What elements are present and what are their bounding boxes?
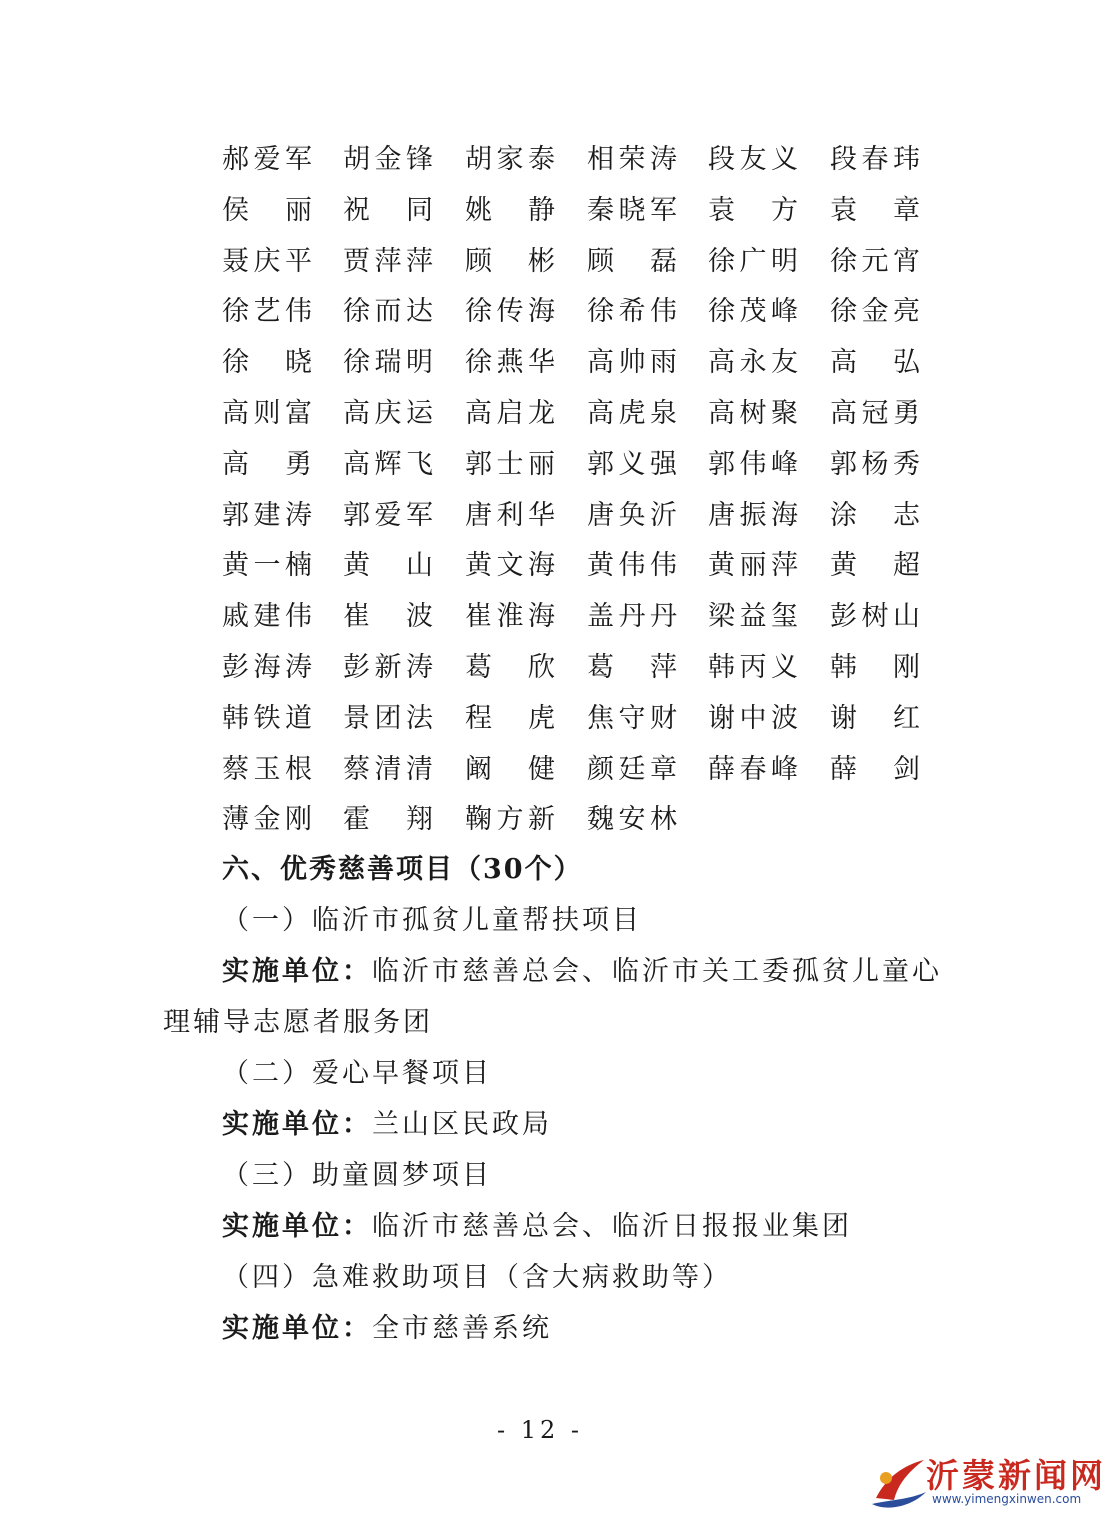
unit-text: 临沂市慈善总会、临沂市关工委孤贫儿童心 [372,956,942,987]
name-row [222,646,922,697]
project-title-4: （四）急难救助项目（含大病救助等） [222,1262,732,1293]
project-unit-1 [222,950,942,994]
name-entry: 魏 安 林 [587,804,677,836]
name-entry: 郭 建 涛 [222,499,312,531]
name-entry: 徐 艺 伟 [222,296,312,328]
name-entry: 段 友 义 [708,144,798,175]
name-entry: 胡 金 锋 [343,144,433,175]
project-unit-4 [222,1307,552,1351]
name-entry: 高 则 富 [222,397,312,429]
name-entry: 鞠 方 新 [465,804,555,836]
name-entry: 薛 春 峰 [708,753,798,785]
name-entry: 韩 丙 义 [708,651,798,683]
project-unit-1-cont: 理辅导志愿者服务团 [163,1007,433,1038]
name-entry: 高 勇 [222,448,312,480]
name-entry: 韩 铁 道 [222,702,312,734]
name-row [222,443,922,494]
name-entry: 彭 新 涛 [343,651,433,683]
name-entry: 高 启 龙 [465,397,555,429]
unit-text: 临沂市慈善总会、临沂日报报业集团 [372,1211,852,1242]
name-entry: 崔 淮 海 [465,601,555,633]
name-entry: 郝 爱 军 [222,144,312,175]
name-entry: 黄 文 海 [465,550,555,582]
unit-label: 实施单位： [222,1109,372,1140]
name-entry: 霍 翔 [343,804,433,836]
name-entry: 高 树 聚 [708,397,798,429]
name-entry: 郭 伟 峰 [708,448,798,480]
name-entry: 梁 益 玺 [708,601,798,633]
name-entry: 黄 伟 伟 [587,550,677,582]
name-entry: 徐 金 亮 [830,296,920,328]
name-entry: 阚 健 [465,753,555,785]
name-row [222,341,922,392]
name-entry: 焦 守 财 [587,702,677,734]
section-title: 六、优秀慈善项目（30个） [222,854,583,885]
name-entry: 葛 萍 [587,651,677,683]
project-unit-3 [222,1205,852,1249]
name-entry: 唐 奂 沂 [587,499,677,531]
name-entry: 唐 利 华 [465,499,555,531]
name-row [222,544,922,595]
name-row [222,595,922,646]
name-entry: 徐 而 达 [343,296,433,328]
name-row [222,189,922,240]
name-entry: 祝 同 [343,194,433,226]
name-entry: 韩 刚 [830,651,920,683]
name-entry: 谢 中 波 [708,702,798,734]
name-entry: 黄 丽 萍 [708,550,798,582]
name-entry: 徐 希 伟 [587,296,677,328]
name-entry: 郭 士 丽 [465,448,555,480]
name-entry: 姚 静 [465,194,555,226]
name-entry: 黄 一 楠 [222,550,312,582]
name-entry: 郭 杨 秀 [830,448,920,480]
name-entry: 高 庆 运 [343,397,433,429]
name-entry: 蔡 清 清 [343,753,433,785]
name-entry: 顾 磊 [587,245,677,277]
name-entry: 蔡 玉 根 [222,753,312,785]
name-entry: 徐 元 宵 [830,245,920,277]
name-row [222,138,922,189]
project-unit-2 [222,1103,552,1147]
name-entry: 徐 瑞 明 [343,347,433,379]
unit-text: 全市慈善系统 [372,1313,552,1344]
project-title-3: （三）助童圆梦项目 [222,1160,492,1191]
name-entry: 徐 燕 华 [465,347,555,379]
name-entry: 袁 章 [830,194,920,226]
name-row [222,748,922,799]
name-row [222,697,922,748]
name-entry: 徐 晓 [222,347,312,379]
name-entry: 涂 志 [830,499,920,531]
name-entry: 高 冠 勇 [830,397,920,429]
page-number: - 12 - [496,1416,583,1444]
name-entry: 薄 金 刚 [222,804,312,836]
name-entry: 彭 海 涛 [222,651,312,683]
name-entry: 高 虎 泉 [587,397,677,429]
name-entry: 崔 波 [343,601,433,633]
watermark-url: www.yimengxinwen.com [932,1492,1082,1506]
name-row [222,290,922,341]
name-entry: 盖 丹 丹 [587,601,677,633]
name-entry: 程 虎 [465,702,555,734]
unit-label: 实施单位： [222,1211,372,1242]
swoosh-icon [868,1454,928,1514]
name-entry: 段 春 玮 [830,144,920,175]
name-entry: 胡 家 泰 [465,144,555,175]
name-entry: 秦 晓 军 [587,194,677,226]
unit-label: 实施单位： [222,1313,372,1344]
project-title-2: （二）爱心早餐项目 [222,1058,492,1089]
name-list [222,138,922,849]
name-entry: 郭 义 强 [587,448,677,480]
name-entry: 聂 庆 平 [222,245,312,277]
unit-text: 兰山区民政局 [372,1109,552,1140]
name-entry: 高 永 友 [708,347,798,379]
name-entry: 袁 方 [708,194,798,226]
name-entry: 贾 萍 萍 [343,245,433,277]
name-entry: 徐 传 海 [465,296,555,328]
name-entry: 戚 建 伟 [222,601,312,633]
name-entry: 顾 彬 [465,245,555,277]
name-entry: 徐 茂 峰 [708,296,798,328]
watermark-text: 沂蒙新闻网 [926,1456,1106,1495]
name-entry: 黄 山 [343,550,433,582]
name-row [222,240,922,291]
name-entry: 彭 树 山 [830,601,920,633]
name-entry: 高 辉 飞 [343,448,433,480]
name-entry: 高 帅 雨 [587,347,677,379]
name-entry: 薛 剑 [830,753,920,785]
name-row [222,392,922,443]
project-title-1: （一）临沂市孤贫儿童帮扶项目 [222,905,642,936]
watermark-logo [868,1448,1106,1520]
name-entry: 颜 廷 章 [587,753,677,785]
name-entry: 徐 广 明 [708,245,798,277]
name-entry: 郭 爱 军 [343,499,433,531]
unit-label: 实施单位： [222,956,372,987]
name-row [222,798,922,849]
name-entry: 高 弘 [830,347,920,379]
name-entry: 黄 超 [830,550,920,582]
name-entry: 葛 欣 [465,651,555,683]
name-entry: 唐 振 海 [708,499,798,531]
name-entry: 景 团 法 [343,702,433,734]
name-row [222,494,922,545]
name-entry: 相 荣 涛 [587,144,677,175]
name-entry: 谢 红 [830,702,920,734]
name-entry: 侯 丽 [222,194,312,226]
